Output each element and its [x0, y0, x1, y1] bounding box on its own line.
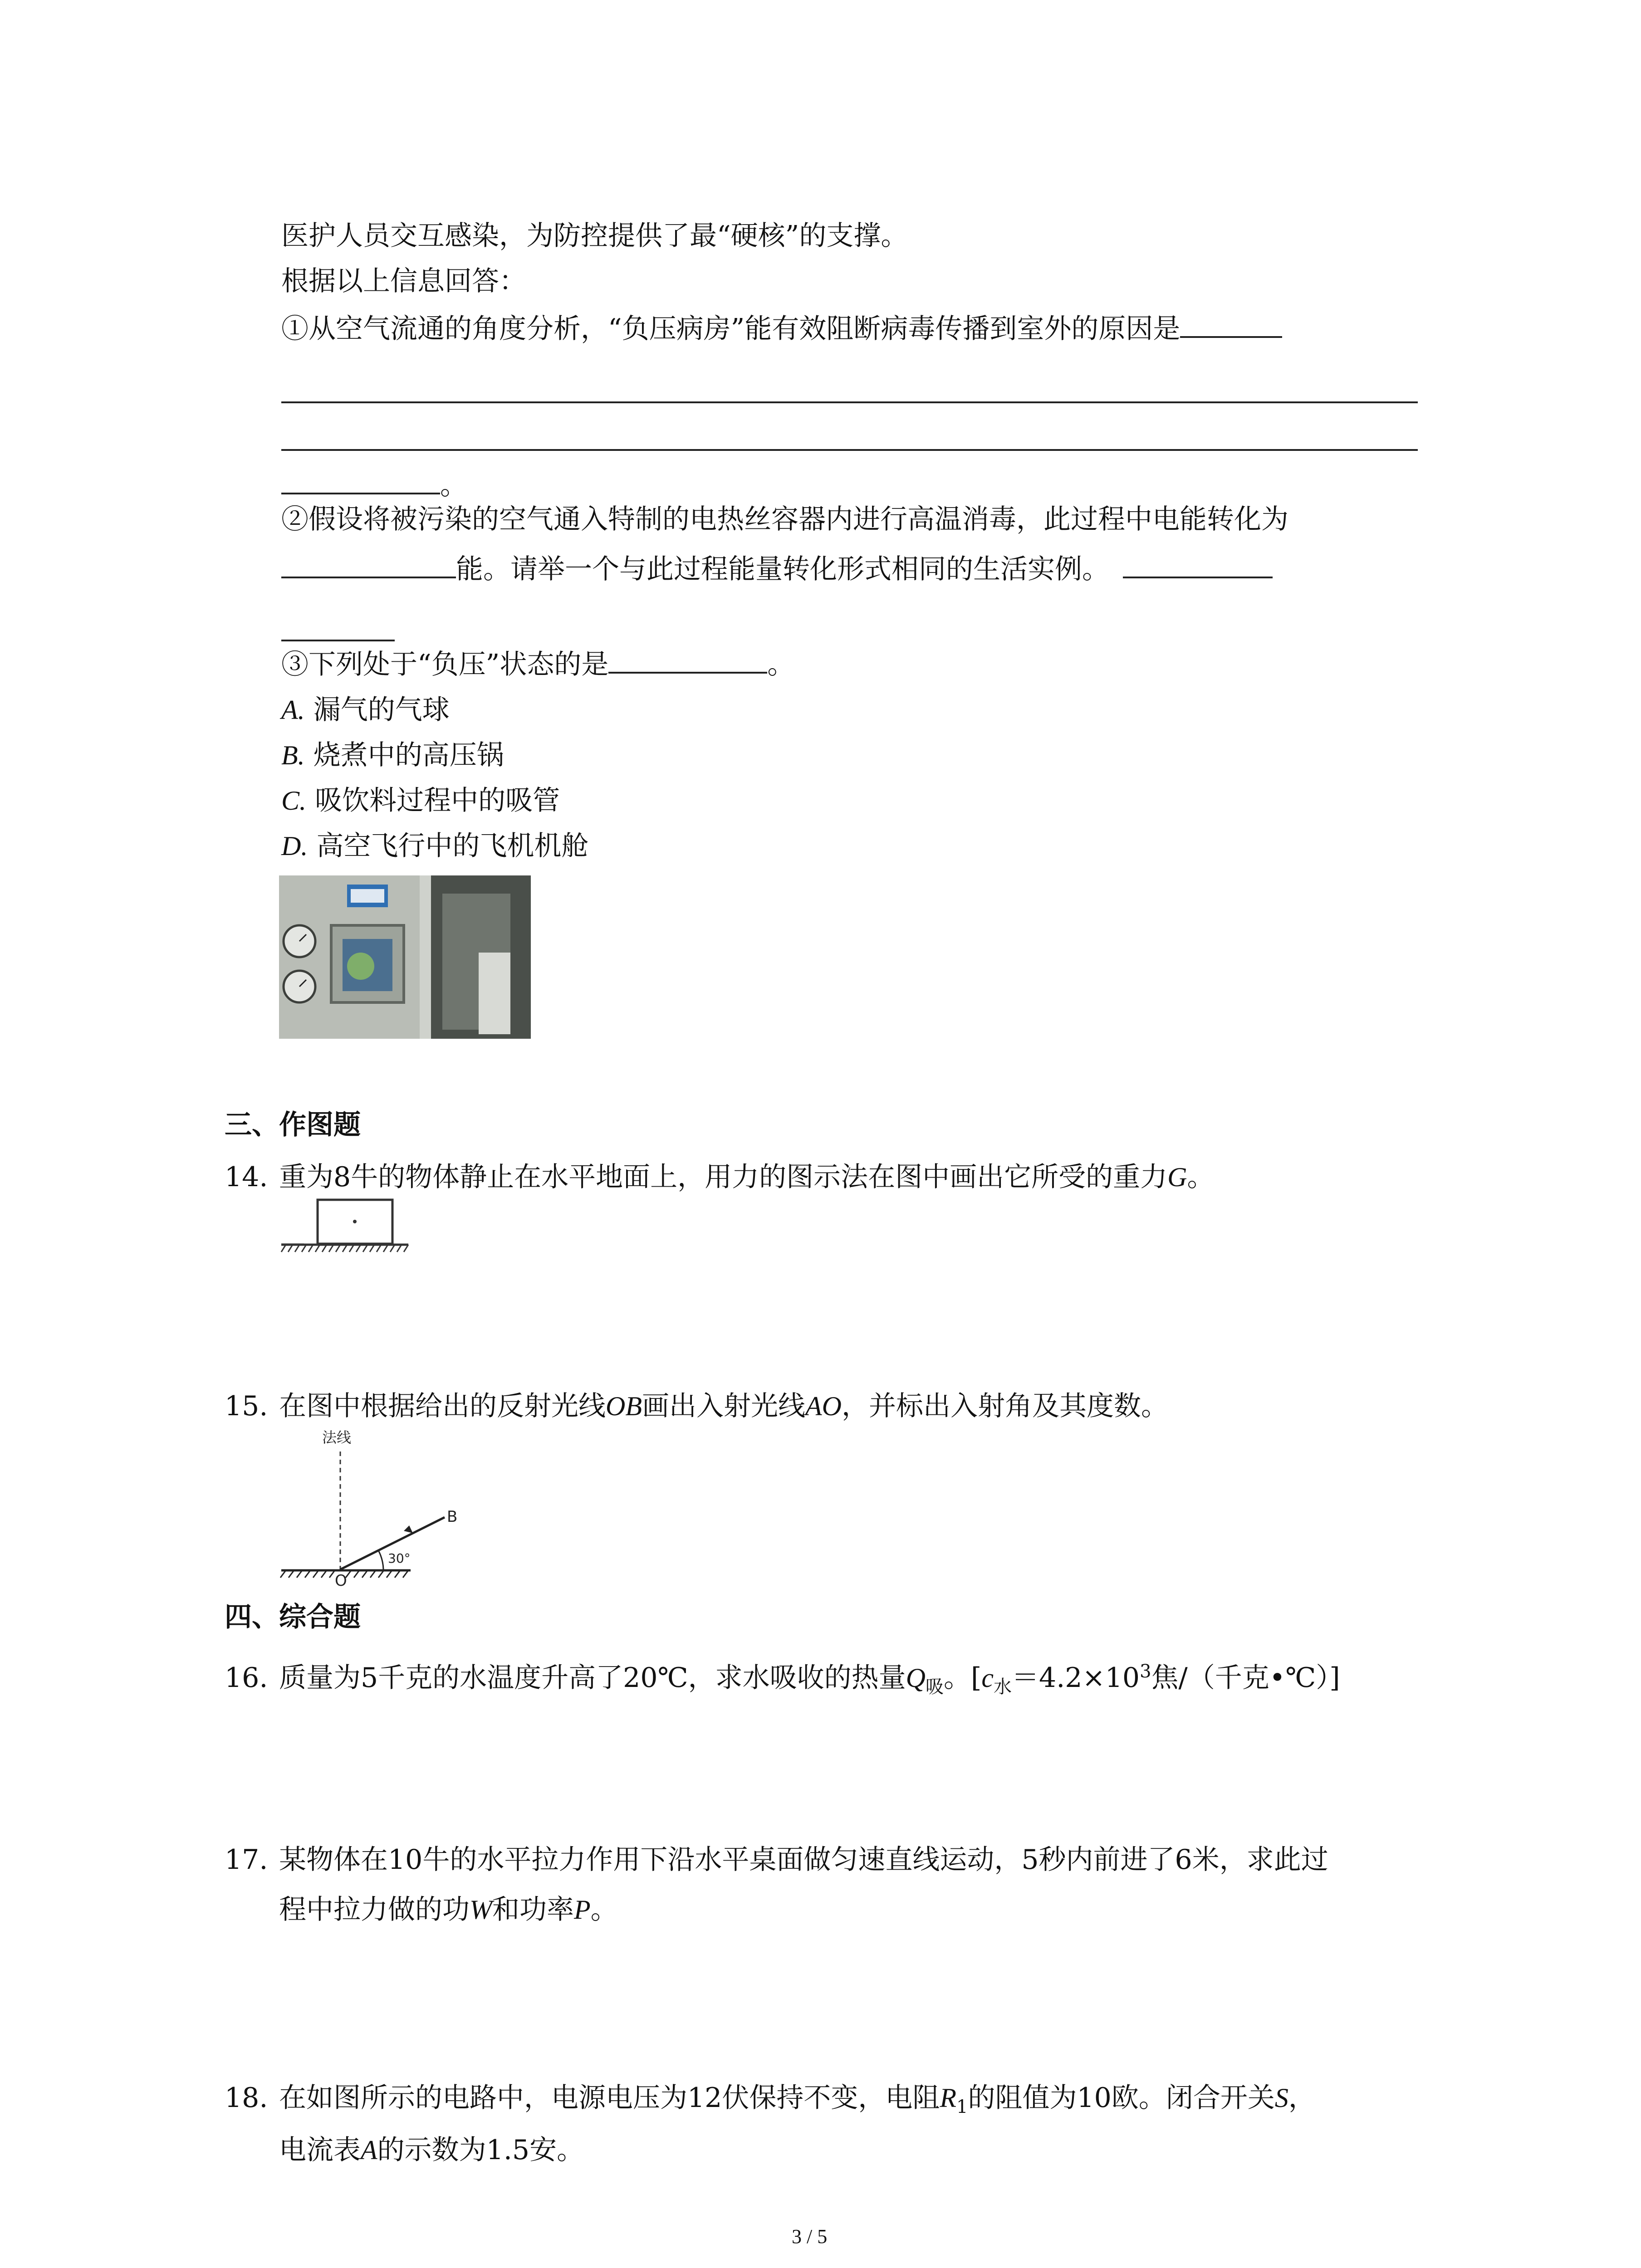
option-b: B. 烧煮中的高压锅 — [281, 739, 504, 771]
block-on-ground-figure — [277, 1198, 413, 1256]
option-d: D. 高空飞行中的飞机机舱 — [281, 830, 589, 862]
q13-part2: ②假设将被污染的空气通入特制的电热丝容器内进行高温消毒，此过程中电能转化为 — [281, 503, 1288, 535]
q13-intro-tail: 医护人员交互感染，为防控提供了最“硬核”的支撑。 — [281, 220, 908, 252]
option-a: A. 漏气的气球 — [281, 694, 450, 726]
ray-arrow — [404, 1525, 413, 1533]
negative-pressure-room-photo — [279, 875, 531, 1039]
question-17-line2: 程中拉力做的功W和功率P。 — [279, 1894, 618, 1926]
answer-blank-1[interactable] — [1180, 313, 1282, 338]
point-b-label: B — [447, 1508, 458, 1526]
q13-part2-b: 能。请举一个与此过程能量转化形式相同的生活实例。 — [281, 551, 1273, 587]
q13-part1: ①从空气流通的角度分析，“负压病房”能有效阻断病毒传播到室外的原因是 — [281, 311, 1282, 347]
reflection-figure — [277, 1424, 467, 1588]
normal-label: 法线 — [322, 1429, 352, 1446]
question-15: 15. 在图中根据给出的反射光线OB画出入射光线AO，并标出入射角及其度数。 — [225, 1390, 1168, 1422]
question-14: 14. 重为8牛的物体静止在水平地面上，用力的图示法在图中画出它所受的重力G。 — [225, 1161, 1215, 1193]
q13-part3: ③下列处于“负压”状态的是 。 — [281, 649, 795, 680]
answer-blank-3[interactable] — [1123, 553, 1273, 578]
answer-blank-2[interactable] — [281, 553, 456, 578]
section-heading-3: 三、作图题 — [225, 1109, 361, 1141]
answer-blank-1-end[interactable] — [281, 469, 440, 494]
option-c: C. 吸饮料过程中的吸管 — [281, 785, 560, 816]
answer-line[interactable] — [281, 401, 1418, 403]
point-o-label: O — [335, 1572, 347, 1588]
answer-line[interactable] — [281, 640, 395, 641]
angle-arc — [379, 1551, 383, 1569]
question-17-line1: 17. 某物体在10牛的水平拉力作用下沿水平桌面做匀速直线运动，5秒内前进了6米，求此过 — [225, 1844, 1328, 1876]
section-heading-4: 四、综合题 — [225, 1601, 361, 1633]
page-number: 3 / 5 — [792, 2225, 828, 2248]
q13-part1-end: 。 — [281, 467, 467, 503]
question-16: 16. 质量为5千克的水温度升高了20℃，求水吸收的热量$Q_吸$。[$c_水=4.2\times 10^3$焦/（千克•℃）] — [225, 1661, 1340, 1697]
question-18-line1: 18. 在如图所示的电路中，电源电压为12伏保持不变，电阻$R_1$的阻值为10欧。闭合开关S， — [225, 2082, 1316, 2117]
answer-blank-4[interactable] — [608, 648, 767, 674]
question-18-line2: 电流表A的示数为1.5安。 — [279, 2134, 584, 2166]
angle-label: 30° — [388, 1551, 411, 1566]
q13-prompt: 根据以上信息回答： — [281, 265, 526, 297]
answer-line[interactable] — [281, 449, 1418, 451]
